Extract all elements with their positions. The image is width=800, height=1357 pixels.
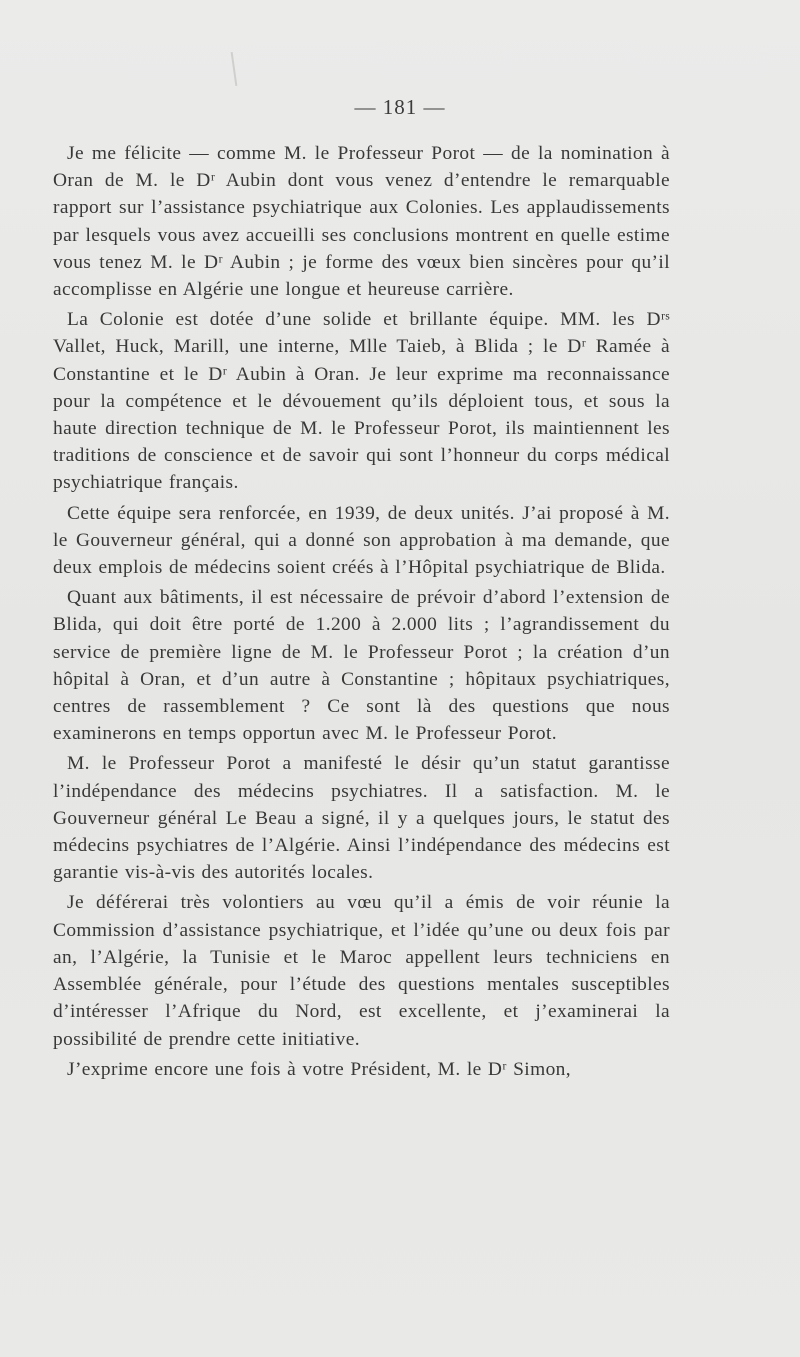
paragraph: Je me félicite — comme M. le Professeur Porot — de la nomination à Oran de M. le Dʳ Aubin dont vous venez d’entendre le remarquable rapport sur l’assistance psychiatrique aux Colonies. Les applaudissements par lesquels vous avez accueilli ses conclusions montrent en quelle estime vous tenez M. le Dʳ Aubin ; je forme des vœux bien sincères pour qu’il accomplisse en Algérie une longue et heureuse carrière.: [53, 143, 670, 301]
body-text: [53, 140, 670, 1083]
paragraph: M. le Professeur Porot a manifesté le désir qu’un statut garantisse l’indépendance des médecins psychiatres. Il a satisfaction. M. le Gouverneur général Le Beau a signé, il y a quelques jours, le statut des médecins psychiatres de l’Algérie. Ainsi l’indépendance des médecins est garantie vis-à-vis des autorités locales.: [53, 753, 670, 884]
paragraph: Quant aux bâtiments, il est nécessaire de prévoir d’abord l’extension de Blida, qui doit être porté de 1.200 à 2.000 lits ; l’agrandissement du service de première ligne de M. le Professeur Porot ; la création d’un hôpital à Oran, et d’un autre à Constantine ; hôpitaux psychiatriques, centres de rassemblement ? Ce sont là des questions que nous examinerons en temps opportun avec M. le Professeur Porot.: [53, 587, 670, 745]
paragraph: Cette équipe sera renforcée, en 1939, de deux unités. J’ai proposé à M. le Gouverneur général, qui a donné son approbation à ma demande, que deux emplois de médecins soient créés à l’Hôpital psychiatrique de Blida.: [53, 502, 670, 579]
page-number: — 181 —: [354, 95, 446, 119]
paragraph: J’exprime encore une fois à votre Président, M. le Dʳ Simon,: [67, 1058, 572, 1080]
paper-crease-mark: [231, 52, 238, 86]
paragraph: Je déférerai très volontiers au vœu qu’il a émis de voir réunie la Commission d’assistance psychiatrique, et l’idée qu’une ou deux fois par an, l’Algérie, la Tunisie et le Maroc appellent leurs techniciens en Assemblée générale, pour l’étude des questions mentales susceptibles d’intéresser l’Afrique du Nord, est excellente, et j’examinerai la possibilité de prendre cette initiative.: [53, 892, 670, 1050]
paragraph: La Colonie est dotée d’une solide et brillante équipe. MM. les Dʳˢ Vallet, Huck, Marill, une interne, Mlle Taieb, à Blida ; le Dʳ Ramée à Constantine et le Dʳ Aubin à Oran. Je leur exprime ma reconnaissance pour la compétence et le dévouement qu’ils déploient tous, et sous la haute direction technique de M. le Professeur Porot, ils maintiennent les traditions de conscience et de savoir qui sont l’honneur du corps médical psychiatrique français.: [53, 309, 670, 494]
